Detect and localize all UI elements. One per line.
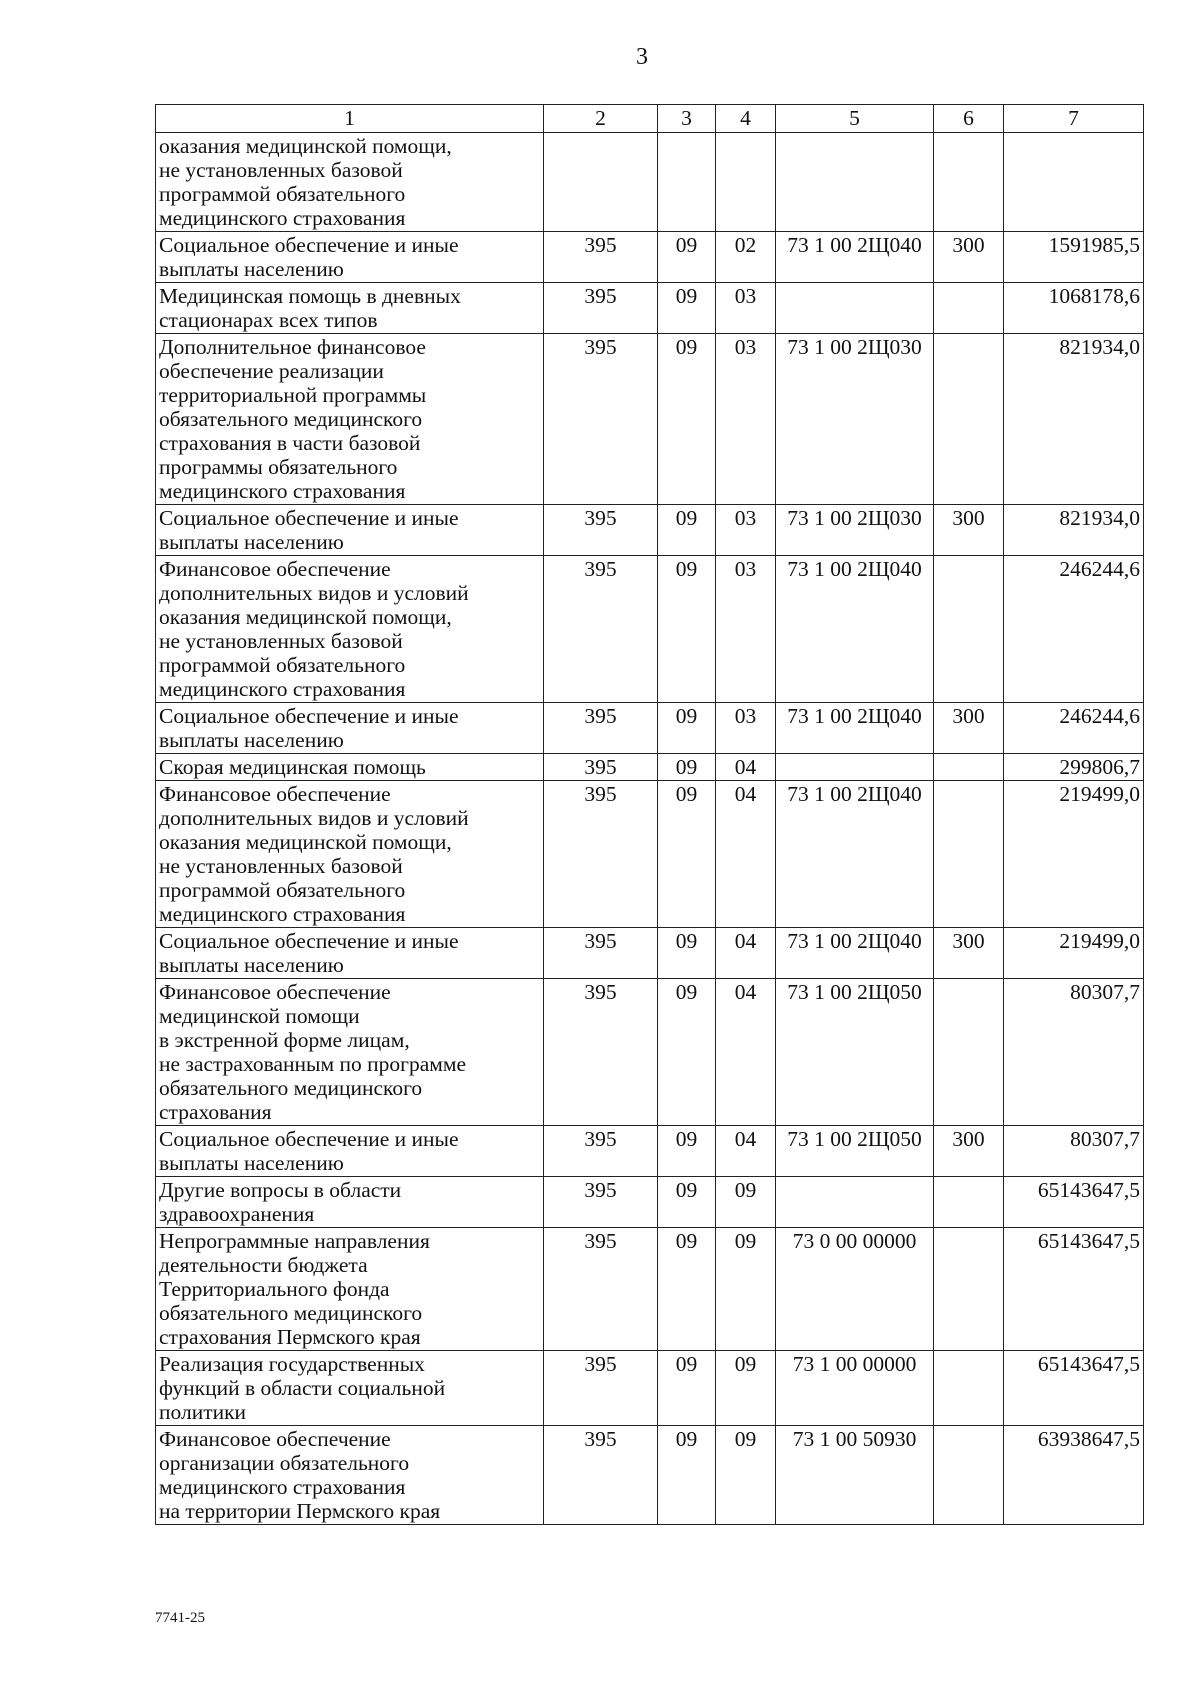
cell-expense-type-code xyxy=(934,781,1004,928)
table-row xyxy=(156,1177,1144,1228)
cell-expense-type-code xyxy=(934,1228,1004,1351)
cell-item-name: Финансовое обеспечение организации обязательного медицинского страхования на территории Пермского края xyxy=(156,1426,544,1525)
cell-ministry-code: 395 xyxy=(544,1177,658,1228)
cell-ministry-code: 395 xyxy=(544,1228,658,1351)
table-row xyxy=(156,232,1144,283)
budget-table xyxy=(155,104,1144,1525)
table-row xyxy=(156,133,1144,232)
cell-subsection-code: 04 xyxy=(716,979,776,1126)
cell-expense-type-code xyxy=(934,1426,1004,1525)
cell-target-article-code: 73 1 00 2Щ040 xyxy=(776,232,934,283)
cell-expense-type-code xyxy=(934,1351,1004,1426)
table-row xyxy=(156,1426,1144,1525)
cell-item-name: Социальное обеспечение и иные выплаты населению xyxy=(156,928,544,979)
cell-item-name: Социальное обеспечение и иные выплаты населению xyxy=(156,505,544,556)
cell-amount: 63938647,5 xyxy=(1004,1426,1144,1525)
column-header-1: 1 xyxy=(156,105,544,133)
cell-ministry-code: 395 xyxy=(544,1426,658,1525)
cell-subsection-code: 04 xyxy=(716,754,776,781)
cell-amount: 80307,7 xyxy=(1004,1126,1144,1177)
cell-expense-type-code xyxy=(934,133,1004,232)
table-row xyxy=(156,1351,1144,1426)
cell-amount: 1591985,5 xyxy=(1004,232,1144,283)
cell-expense-type-code xyxy=(934,1177,1004,1228)
cell-section-code: 09 xyxy=(658,283,716,334)
cell-amount: 65143647,5 xyxy=(1004,1351,1144,1426)
cell-target-article-code xyxy=(776,133,934,232)
table-row xyxy=(156,979,1144,1126)
cell-amount: 65143647,5 xyxy=(1004,1228,1144,1351)
cell-item-name: Дополнительное финансовое обеспечение реализации территориальной программы обязательного медицинского страхования в части базовой программы обязательного медицинского страхования xyxy=(156,334,544,505)
table-row xyxy=(156,556,1144,703)
cell-ministry-code: 395 xyxy=(544,1126,658,1177)
cell-expense-type-code xyxy=(934,283,1004,334)
cell-ministry-code: 395 xyxy=(544,703,658,754)
cell-subsection-code: 03 xyxy=(716,505,776,556)
cell-item-name: Социальное обеспечение и иные выплаты населению xyxy=(156,703,544,754)
cell-target-article-code: 73 1 00 2Щ030 xyxy=(776,334,934,505)
cell-subsection-code: 09 xyxy=(716,1228,776,1351)
cell-subsection-code: 04 xyxy=(716,1126,776,1177)
cell-section-code: 09 xyxy=(658,703,716,754)
table-row xyxy=(156,928,1144,979)
cell-ministry-code: 395 xyxy=(544,754,658,781)
cell-expense-type-code: 300 xyxy=(934,232,1004,283)
cell-section-code: 09 xyxy=(658,1426,716,1525)
document-code: 7741-25 xyxy=(155,1610,205,1626)
cell-target-article-code: 73 1 00 2Щ040 xyxy=(776,781,934,928)
cell-expense-type-code xyxy=(934,754,1004,781)
column-header-4: 4 xyxy=(716,105,776,133)
cell-section-code: 09 xyxy=(658,556,716,703)
cell-target-article-code xyxy=(776,283,934,334)
cell-subsection-code: 03 xyxy=(716,334,776,505)
cell-subsection-code xyxy=(716,133,776,232)
table-row xyxy=(156,1228,1144,1351)
cell-item-name: Финансовое обеспечение дополнительных видов и условий оказания медицинской помощи, не установленных базовой программой обязательного медицинского страхования xyxy=(156,556,544,703)
cell-section-code: 09 xyxy=(658,505,716,556)
cell-target-article-code: 73 1 00 2Щ040 xyxy=(776,703,934,754)
cell-subsection-code: 03 xyxy=(716,703,776,754)
cell-section-code: 09 xyxy=(658,1177,716,1228)
cell-target-article-code xyxy=(776,754,934,781)
cell-amount: 246244,6 xyxy=(1004,703,1144,754)
column-header-5: 5 xyxy=(776,105,934,133)
cell-expense-type-code xyxy=(934,334,1004,505)
cell-expense-type-code xyxy=(934,556,1004,703)
cell-ministry-code xyxy=(544,133,658,232)
cell-ministry-code: 395 xyxy=(544,1351,658,1426)
cell-subsection-code: 09 xyxy=(716,1177,776,1228)
cell-subsection-code: 03 xyxy=(716,556,776,703)
cell-amount: 80307,7 xyxy=(1004,979,1144,1126)
cell-target-article-code: 73 1 00 00000 xyxy=(776,1351,934,1426)
cell-target-article-code: 73 1 00 2Щ030 xyxy=(776,505,934,556)
cell-expense-type-code: 300 xyxy=(934,703,1004,754)
cell-item-name: Финансовое обеспечение дополнительных видов и условий оказания медицинской помощи, не установленных базовой программой обязательного медицинского страхования xyxy=(156,781,544,928)
cell-item-name: Скорая медицинская помощь xyxy=(156,754,544,781)
cell-target-article-code: 73 1 00 2Щ040 xyxy=(776,556,934,703)
cell-section-code: 09 xyxy=(658,754,716,781)
cell-ministry-code: 395 xyxy=(544,334,658,505)
cell-subsection-code: 03 xyxy=(716,283,776,334)
cell-expense-type-code: 300 xyxy=(934,505,1004,556)
table-row xyxy=(156,1126,1144,1177)
cell-section-code: 09 xyxy=(658,928,716,979)
cell-ministry-code: 395 xyxy=(544,556,658,703)
cell-item-name: Социальное обеспечение и иные выплаты населению xyxy=(156,1126,544,1177)
cell-ministry-code: 395 xyxy=(544,283,658,334)
cell-ministry-code: 395 xyxy=(544,781,658,928)
cell-amount: 821934,0 xyxy=(1004,505,1144,556)
cell-expense-type-code: 300 xyxy=(934,928,1004,979)
cell-section-code: 09 xyxy=(658,334,716,505)
cell-subsection-code: 04 xyxy=(716,928,776,979)
cell-item-name: Реализация государственных функций в области социальной политики xyxy=(156,1351,544,1426)
cell-section-code: 09 xyxy=(658,979,716,1126)
cell-amount: 1068178,6 xyxy=(1004,283,1144,334)
cell-item-name: Социальное обеспечение и иные выплаты населению xyxy=(156,232,544,283)
cell-amount xyxy=(1004,133,1144,232)
cell-target-article-code: 73 1 00 2Щ040 xyxy=(776,928,934,979)
cell-section-code: 09 xyxy=(658,781,716,928)
cell-item-name: оказания медицинской помощи, не установленных базовой программой обязательного медицинского страхования xyxy=(156,133,544,232)
cell-section-code xyxy=(658,133,716,232)
cell-ministry-code: 395 xyxy=(544,979,658,1126)
cell-amount: 219499,0 xyxy=(1004,928,1144,979)
cell-subsection-code: 09 xyxy=(716,1351,776,1426)
page-number: 3 xyxy=(636,44,648,70)
cell-item-name: Медицинская помощь в дневных стационарах всех типов xyxy=(156,283,544,334)
cell-ministry-code: 395 xyxy=(544,505,658,556)
cell-expense-type-code xyxy=(934,979,1004,1126)
cell-subsection-code: 02 xyxy=(716,232,776,283)
cell-target-article-code: 73 0 00 00000 xyxy=(776,1228,934,1351)
cell-subsection-code: 04 xyxy=(716,781,776,928)
table-row xyxy=(156,334,1144,505)
cell-section-code: 09 xyxy=(658,232,716,283)
column-header-3: 3 xyxy=(658,105,716,133)
cell-ministry-code: 395 xyxy=(544,928,658,979)
cell-item-name: Финансовое обеспечение медицинской помощи в экстренной форме лицам, не застрахованным по программе обязательного медицинского страхования xyxy=(156,979,544,1126)
table-row xyxy=(156,703,1144,754)
cell-section-code: 09 xyxy=(658,1228,716,1351)
cell-target-article-code: 73 1 00 2Щ050 xyxy=(776,1126,934,1177)
cell-item-name: Непрограммные направления деятельности бюджета Территориального фонда обязательного медицинского страхования Пермского края xyxy=(156,1228,544,1351)
table-row xyxy=(156,505,1144,556)
table-row xyxy=(156,781,1144,928)
cell-target-article-code: 73 1 00 2Щ050 xyxy=(776,979,934,1126)
cell-section-code: 09 xyxy=(658,1126,716,1177)
cell-subsection-code: 09 xyxy=(716,1426,776,1525)
cell-amount: 821934,0 xyxy=(1004,334,1144,505)
cell-section-code: 09 xyxy=(658,1351,716,1426)
cell-item-name: Другие вопросы в области здравоохранения xyxy=(156,1177,544,1228)
table-header-row xyxy=(156,105,1144,133)
cell-target-article-code xyxy=(776,1177,934,1228)
table-body xyxy=(156,133,1144,1525)
table-row xyxy=(156,754,1144,781)
table-row xyxy=(156,283,1144,334)
cell-amount: 65143647,5 xyxy=(1004,1177,1144,1228)
column-header-2: 2 xyxy=(544,105,658,133)
column-header-7: 7 xyxy=(1004,105,1144,133)
column-header-6: 6 xyxy=(934,105,1004,133)
cell-target-article-code: 73 1 00 50930 xyxy=(776,1426,934,1525)
cell-amount: 299806,7 xyxy=(1004,754,1144,781)
cell-amount: 219499,0 xyxy=(1004,781,1144,928)
cell-expense-type-code: 300 xyxy=(934,1126,1004,1177)
cell-ministry-code: 395 xyxy=(544,232,658,283)
cell-amount: 246244,6 xyxy=(1004,556,1144,703)
